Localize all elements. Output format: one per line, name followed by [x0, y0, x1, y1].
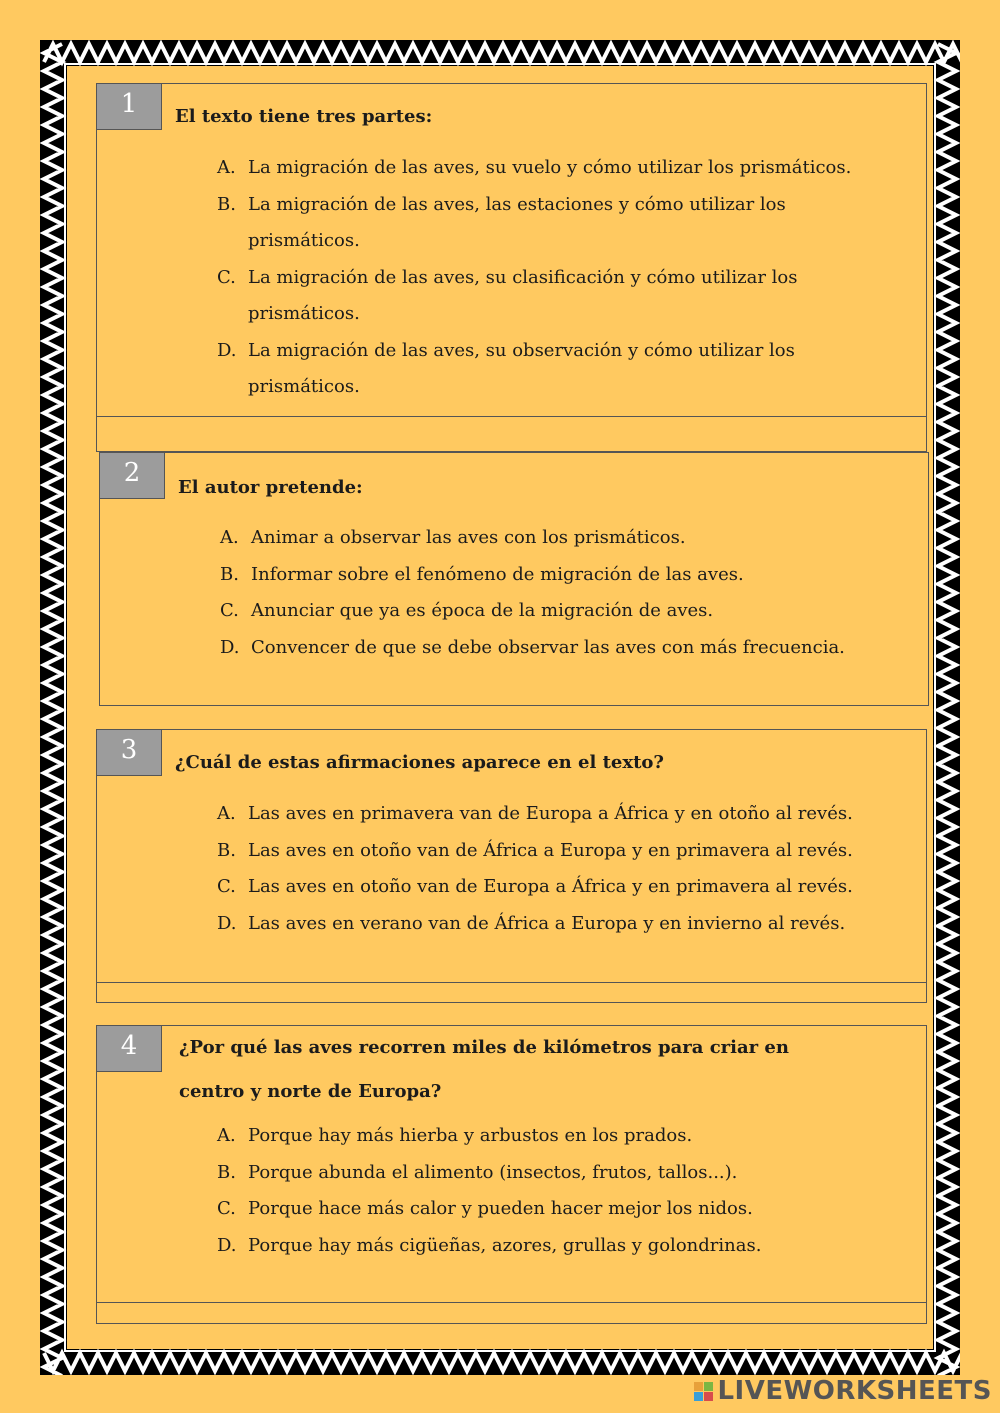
option-a[interactable]: A. La migración de las aves, su vuelo y cómo utilizar los prismáticos.	[217, 157, 852, 178]
question-4-box	[96, 1025, 927, 1324]
option-a[interactable]: A. Las aves en primavera van de Europa a África y en otoño al revés.	[217, 803, 853, 824]
question-2-box	[99, 452, 929, 706]
option-b[interactable]: B. Las aves en otoño van de África a Europa y en primavera al revés.	[217, 839, 853, 861]
option-d[interactable]: D. Porque hay más cigüeñas, azores, grullas y golondrinas.	[217, 1234, 762, 1256]
option-d[interactable]: D. Convencer de que se debe observar las aves con más frecuencia.	[220, 636, 845, 658]
question-1-number: 1	[97, 84, 162, 130]
question-4-number: 4	[97, 1026, 162, 1072]
option-c[interactable]: C. Porque hace más calor y pueden hacer mejor los nidos.	[217, 1198, 753, 1219]
question-2-options	[220, 520, 920, 666]
question-1-options	[217, 150, 897, 406]
divider	[97, 1302, 926, 1303]
question-4-text: ¿Por qué las aves recorren miles de kilómetros para criar en centro y norte de Europa?	[179, 1037, 789, 1102]
option-b[interactable]: B. Porque abunda el alimento (insectos, frutos, tallos...).	[217, 1161, 738, 1183]
brand-text: LIVEWORKSHEETS	[717, 1376, 992, 1406]
option-d[interactable]: D. Las aves en verano van de África a Europa y en invierno al revés.	[217, 912, 846, 934]
option-c[interactable]: C. Las aves en otoño van de Europa a África y en primavera al revés.	[217, 876, 853, 897]
question-2-text: El autor pretende:	[178, 477, 363, 498]
question-4-options	[217, 1118, 917, 1264]
option-d[interactable]: D. La migración de las aves, su observación y cómo utilizar los prismáticos.	[217, 339, 795, 397]
logo-icon	[694, 1382, 713, 1401]
question-2-number: 2	[100, 453, 165, 499]
divider	[97, 982, 926, 983]
option-c[interactable]: C. La migración de las aves, su clasificación y cómo utilizar los prismáticos.	[217, 266, 798, 324]
question-1-text: El texto tiene tres partes:	[175, 106, 433, 127]
question-3-number: 3	[97, 730, 162, 776]
liveworksheets-logo	[694, 1376, 992, 1406]
option-a[interactable]: A. Porque hay más hierba y arbustos en los prados.	[217, 1125, 693, 1146]
question-1-box	[96, 83, 927, 452]
question-3-box	[96, 729, 927, 1003]
divider	[97, 416, 926, 417]
option-b[interactable]: B. La migración de las aves, las estaciones y cómo utilizar los prismáticos.	[217, 193, 786, 251]
option-b[interactable]: B. Informar sobre el fenómeno de migración de las aves.	[220, 563, 744, 585]
option-c[interactable]: C. Anunciar que ya es época de la migración de aves.	[220, 600, 714, 621]
option-a[interactable]: A. Animar a observar las aves con los prismáticos.	[220, 527, 686, 548]
question-3-text: ¿Cuál de estas afirmaciones aparece en el texto?	[175, 752, 664, 773]
question-3-options	[217, 796, 917, 942]
